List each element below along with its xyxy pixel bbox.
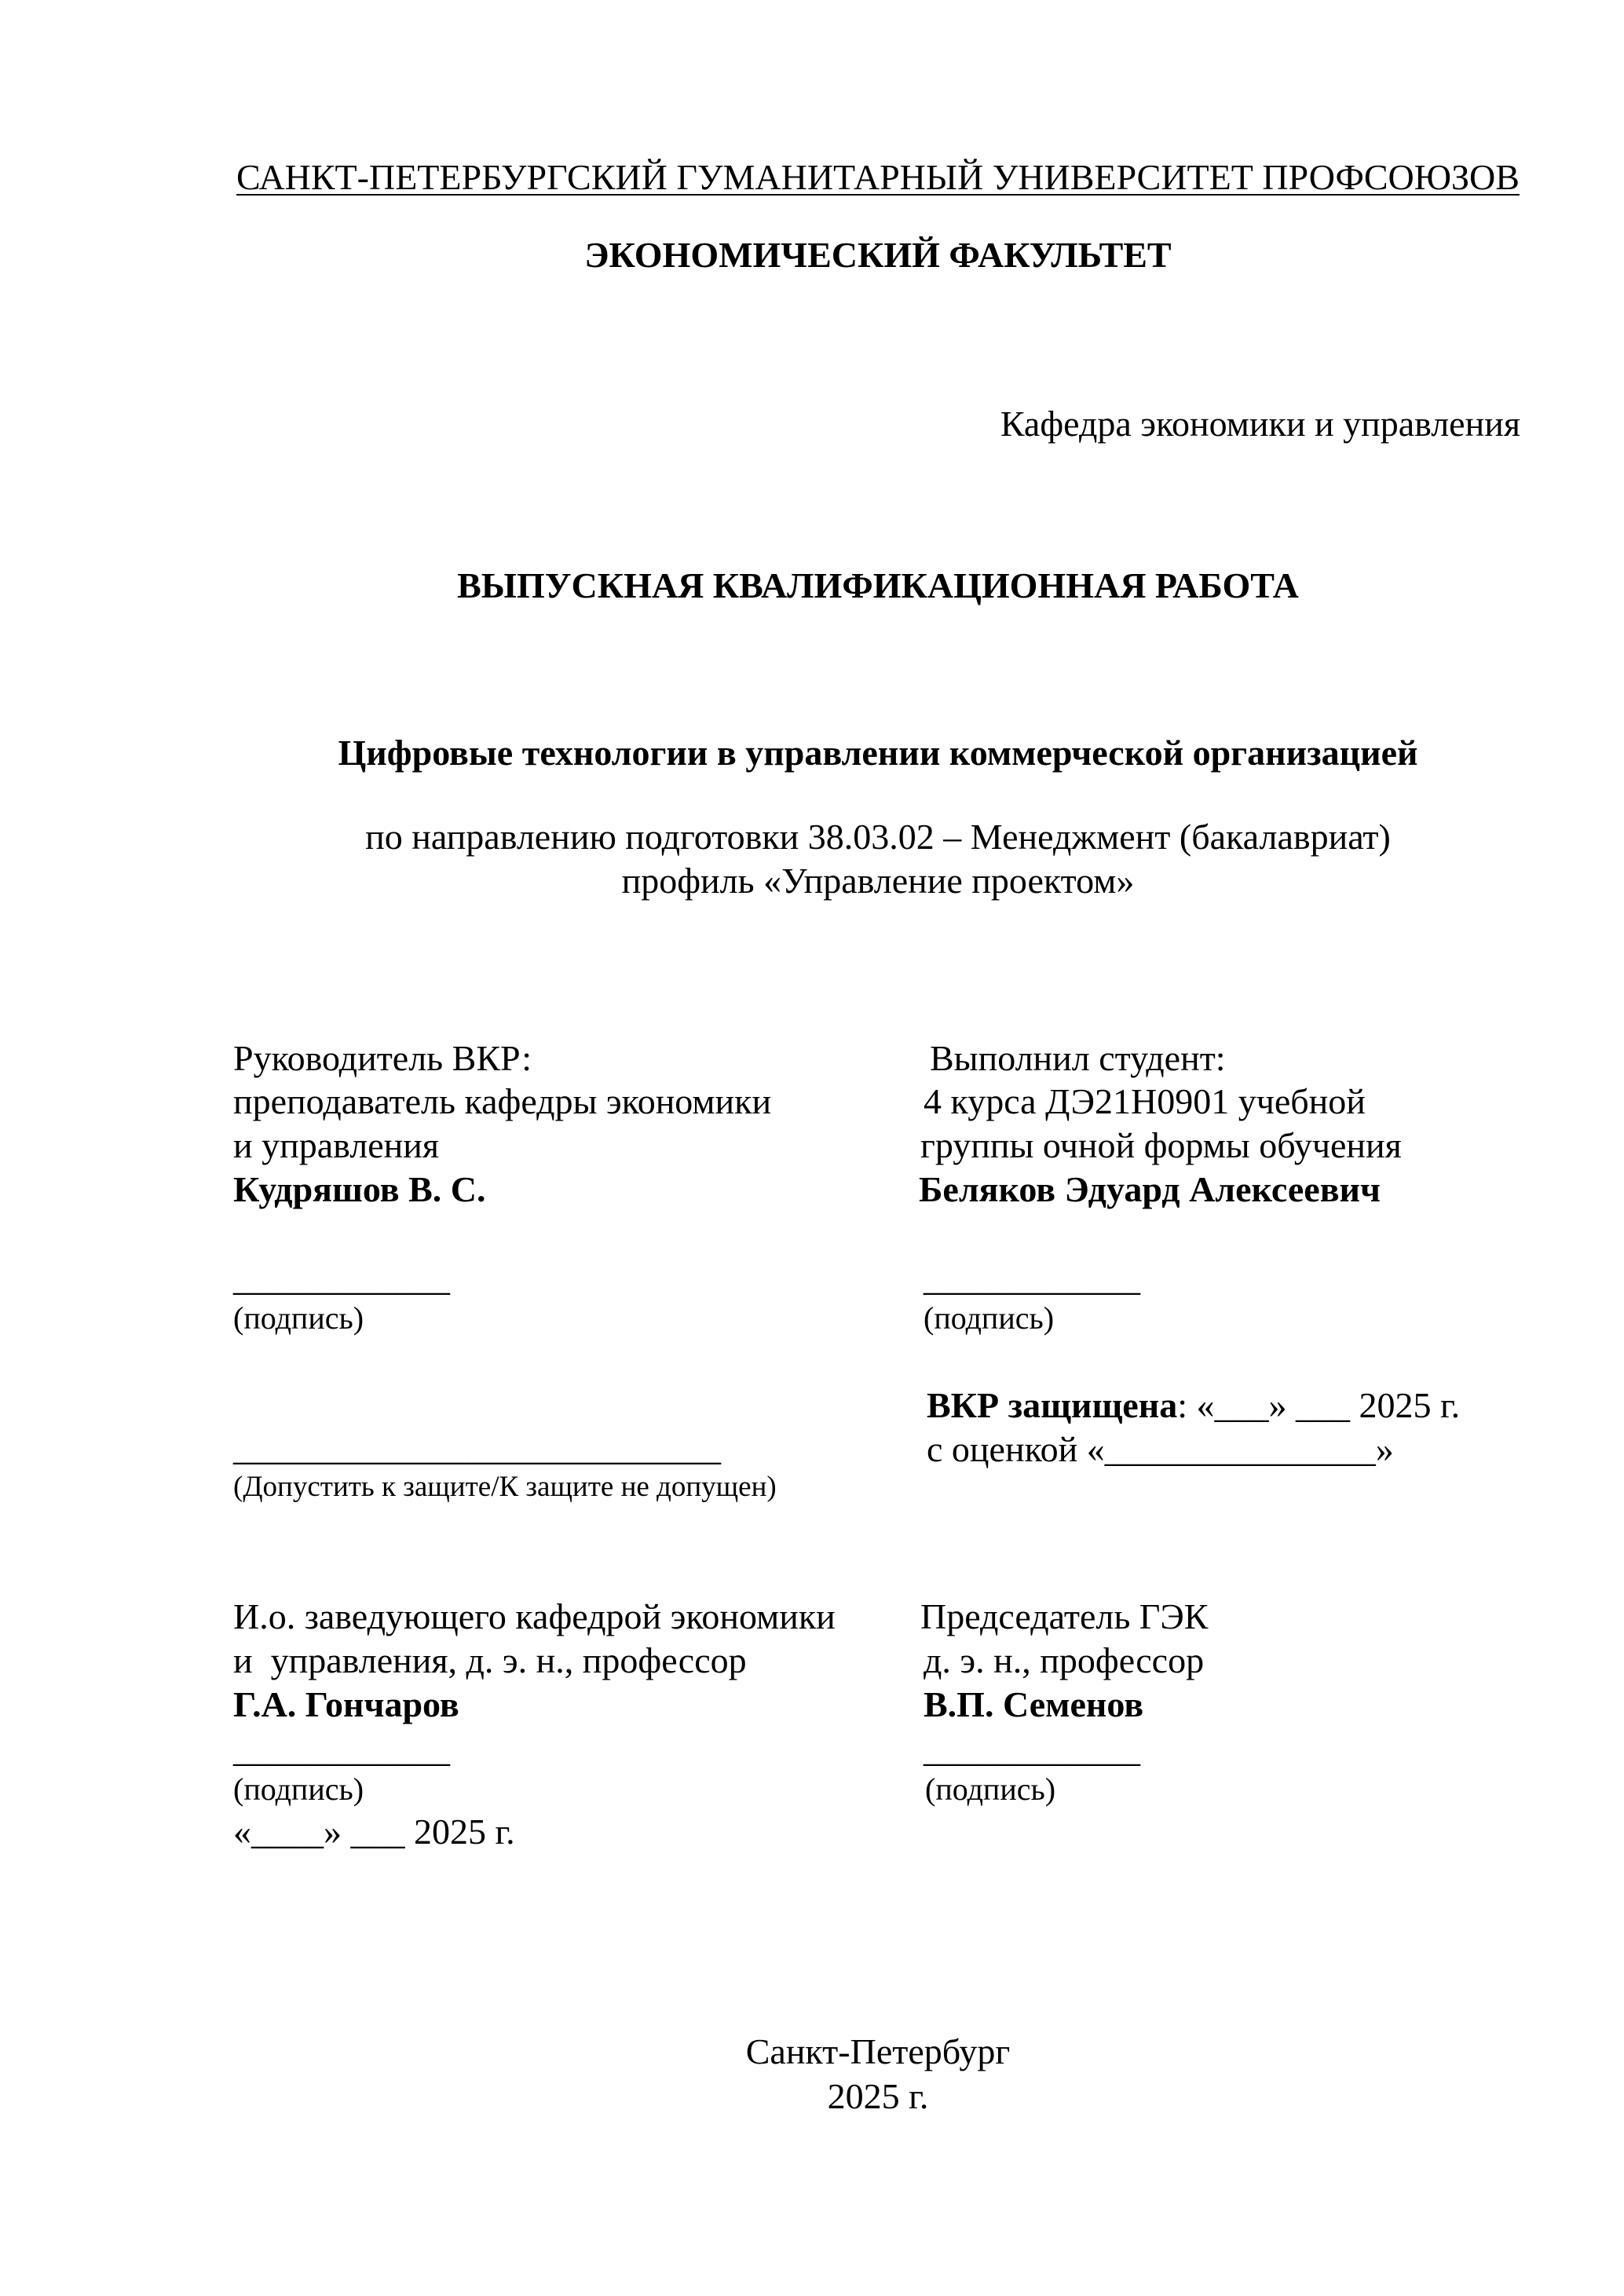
study-profile: профиль «Управление проектом» bbox=[621, 861, 1135, 901]
defense-date: : «___» ___ 2025 г. bbox=[1177, 1385, 1461, 1425]
chairman-signature-line: ____________ bbox=[924, 1729, 1140, 1769]
chairman-name: В.П. Семенов bbox=[924, 1684, 1144, 1724]
chairman-signature-caption: (подпись) bbox=[925, 1771, 1056, 1807]
defense-label: ВКР защищена bbox=[927, 1385, 1178, 1425]
work-type: ВЫПУСКНАЯ КВАЛИФИКАЦИОННАЯ РАБОТА bbox=[457, 565, 1299, 605]
supervisor-position-cont: и управления bbox=[233, 1125, 440, 1165]
supervisor-name: Кудряшов В. С. bbox=[233, 1169, 486, 1209]
student-label: Выполнил студент: bbox=[930, 1038, 1226, 1078]
admission-caption: (Допустить к защите/К защите не допущен) bbox=[233, 1471, 777, 1503]
head-position: И.о. заведующего кафедрой экономики bbox=[233, 1596, 836, 1636]
supervisor-signature-line: ____________ bbox=[233, 1258, 450, 1298]
student-group: группы очной формы обучения bbox=[920, 1125, 1402, 1165]
department-name: Кафедра экономики и управления bbox=[1000, 404, 1520, 444]
supervisor-signature-caption: (подпись) bbox=[233, 1300, 364, 1336]
head-signature-caption: (подпись) bbox=[233, 1771, 364, 1807]
footer-city: Санкт-Петербург bbox=[745, 2031, 1011, 2071]
head-date: «____» ___ 2025 г. bbox=[233, 1812, 515, 1852]
thesis-topic: Цифровые технологии в управлении коммерческой организацией bbox=[338, 733, 1418, 773]
student-signature-line: ____________ bbox=[924, 1258, 1140, 1298]
study-direction: по направлению подготовки 38.03.02 – Менеджмент (бакалавриат) bbox=[365, 817, 1391, 857]
supervisor-position: преподаватель кафедры экономики bbox=[233, 1081, 772, 1121]
student-course: 4 курса ДЭ21Н0901 учебной bbox=[924, 1081, 1366, 1121]
head-signature-line: ____________ bbox=[233, 1729, 450, 1769]
footer-year: 2025 г. bbox=[827, 2076, 929, 2116]
head-position-cont: и управления, д. э. н., профессор bbox=[233, 1640, 747, 1680]
student-name: Беляков Эдуард Алексеевич bbox=[919, 1169, 1381, 1209]
supervisor-label: Руководитель ВКР: bbox=[233, 1038, 532, 1078]
admission-line: ___________________________ bbox=[233, 1428, 721, 1468]
university-name: САНКТ-ПЕТЕРБУРГСКИЙ ГУМАНИТАРНЫЙ УНИВЕРСИТЕТ ПРОФСОЮЗОВ bbox=[236, 157, 1520, 197]
faculty-name: ЭКОНОМИЧЕСКИЙ ФАКУЛЬТЕТ bbox=[584, 235, 1172, 275]
chairman-label: Председатель ГЭК bbox=[920, 1596, 1209, 1636]
defense-grade: с оценкой «_______________» bbox=[927, 1429, 1394, 1469]
defense-status bbox=[927, 1384, 1460, 1428]
chairman-degree: д. э. н., профессор bbox=[924, 1640, 1205, 1680]
head-name: Г.А. Гончаров bbox=[233, 1684, 459, 1724]
student-signature-caption: (подпись) bbox=[924, 1300, 1055, 1336]
